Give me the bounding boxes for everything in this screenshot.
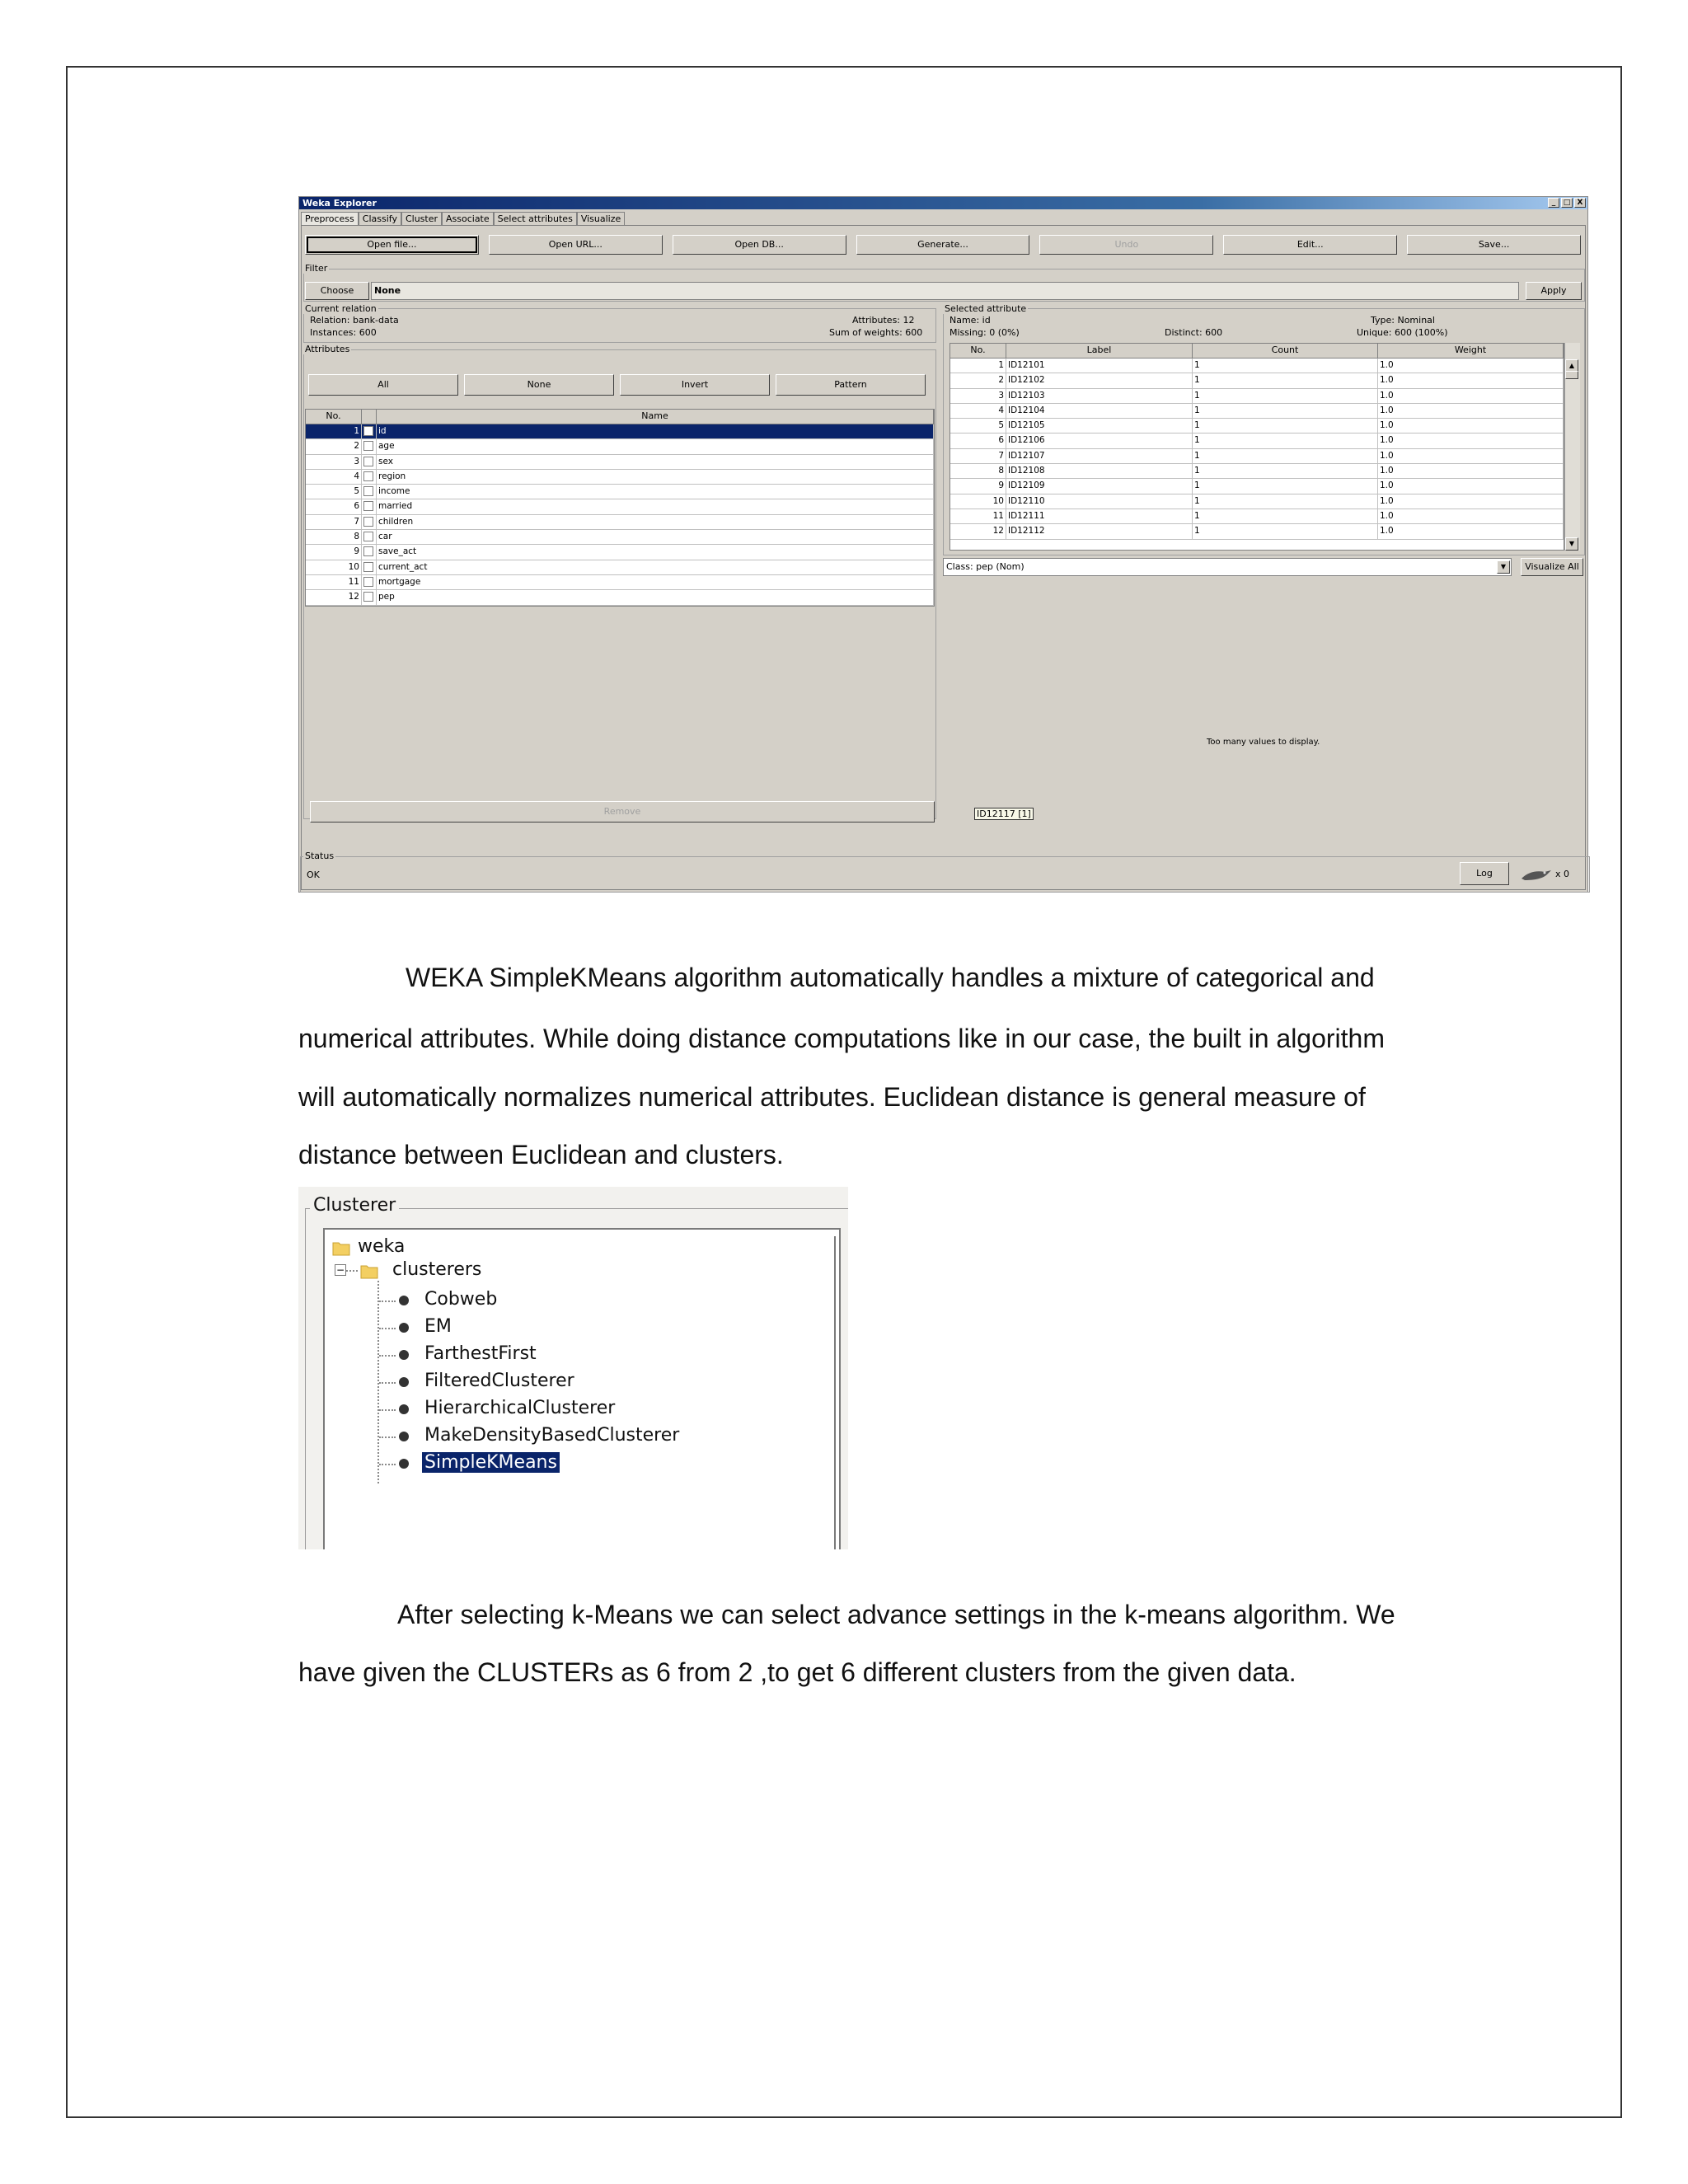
value-label: ID12104 <box>1006 404 1193 418</box>
value-weight: 1.0 <box>1378 479 1564 493</box>
tree-node-em[interactable]: EM <box>424 1316 452 1337</box>
tree-connector <box>379 1382 396 1384</box>
value-no: 1 <box>950 359 1006 373</box>
value-count: 1 <box>1193 449 1378 463</box>
attribute-checkbox-cell[interactable] <box>362 424 377 438</box>
attribute-checkbox-cell[interactable] <box>362 515 377 529</box>
attribute-no: 12 <box>306 590 362 604</box>
tab-bar <box>301 212 625 225</box>
paragraph2-line2: have given the CLUSTERs as 6 from 2 ,to get 6 different clusters from the given data. <box>298 1657 1296 1687</box>
scroll-thumb[interactable] <box>1565 371 1578 379</box>
paragraph1-line2: numerical attributes. While doing distance computations like in our case, the built in algorithm <box>298 1024 1385 1053</box>
value-count: 1 <box>1193 373 1378 387</box>
value-row[interactable] <box>950 404 1564 419</box>
attribute-checkbox-cell[interactable] <box>362 485 377 499</box>
value-count: 1 <box>1193 479 1378 493</box>
value-count: 1 <box>1193 464 1378 478</box>
attr-unique-text: Unique: 600 (100%) <box>1357 327 1448 338</box>
log-button[interactable]: Log <box>1460 862 1509 885</box>
value-no: 7 <box>950 449 1006 463</box>
tree-connector <box>379 1436 396 1438</box>
values-scrollbar[interactable] <box>1564 343 1580 551</box>
tab-classify[interactable]: Classify <box>359 212 401 225</box>
attribute-name: married <box>377 499 934 513</box>
tree-connector <box>379 1328 396 1329</box>
value-row[interactable] <box>950 509 1564 524</box>
save-button[interactable]: Save... <box>1407 235 1581 255</box>
task-count-text: x 0 <box>1555 869 1570 879</box>
collapse-icon[interactable]: − <box>335 1264 345 1276</box>
attribute-no: 2 <box>306 439 362 453</box>
value-row[interactable] <box>950 494 1564 509</box>
leaf-bullet-icon <box>399 1459 409 1469</box>
attribute-checkbox[interactable] <box>363 426 373 436</box>
attr-name-text: Name: id <box>950 315 991 326</box>
col-no[interactable]: No. <box>306 410 362 424</box>
col-check[interactable] <box>362 410 377 424</box>
attributes-label: Attributes <box>305 344 350 354</box>
remove-button[interactable]: Remove <box>310 801 935 823</box>
open-url-button[interactable]: Open URL... <box>489 235 663 255</box>
attributes-table-header <box>306 410 934 424</box>
leaf-bullet-icon <box>399 1296 409 1305</box>
too-many-values-text: Too many values to display. <box>1207 738 1320 747</box>
all-button[interactable]: All <box>308 374 458 396</box>
value-weight: 1.0 <box>1378 494 1564 509</box>
value-no: 3 <box>950 389 1006 403</box>
tree-connector <box>379 1355 396 1357</box>
attribute-name: current_act <box>377 560 934 574</box>
attribute-no: 6 <box>306 499 362 513</box>
attribute-checkbox[interactable] <box>363 546 373 556</box>
value-row[interactable] <box>950 464 1564 479</box>
tree-node-clusterers[interactable]: clusterers <box>392 1259 482 1280</box>
value-weight: 1.0 <box>1378 434 1564 448</box>
tree-node-cobweb[interactable]: Cobweb <box>424 1289 498 1310</box>
value-no: 2 <box>950 373 1006 387</box>
open-file-button[interactable]: Open file... <box>305 235 479 255</box>
attribute-checkbox-cell[interactable] <box>362 575 377 589</box>
maximize-button[interactable]: □ <box>1561 198 1573 208</box>
attribute-checkbox-cell[interactable] <box>362 590 377 604</box>
attribute-name: mortgage <box>377 575 934 589</box>
tree-node-farthestfirst[interactable]: FarthestFirst <box>424 1343 537 1364</box>
value-row[interactable] <box>950 419 1564 434</box>
value-no: 6 <box>950 434 1006 448</box>
attribute-row[interactable] <box>306 424 934 439</box>
value-label: ID12112 <box>1006 524 1193 538</box>
values-table <box>950 343 1564 551</box>
title-bar <box>299 197 1587 209</box>
tree-node-hierarchicalclusterer[interactable]: HierarchicalClusterer <box>424 1398 616 1418</box>
value-tooltip: ID12117 [1] <box>974 808 1034 820</box>
open-db-button[interactable]: Open DB... <box>673 235 846 255</box>
value-label: ID12101 <box>1006 359 1193 373</box>
value-count: 1 <box>1193 494 1378 509</box>
attribute-row[interactable] <box>306 515 934 530</box>
attribute-checkbox-cell[interactable] <box>362 530 377 544</box>
paragraph2-line1: After selecting k-Means we can select advance settings in the k-means algorithm. We <box>397 1600 1395 1629</box>
attribute-checkbox[interactable] <box>363 441 373 451</box>
attribute-checkbox[interactable] <box>363 501 373 511</box>
value-no: 10 <box>950 494 1006 509</box>
attribute-checkbox[interactable] <box>363 562 373 572</box>
attribute-name: pep <box>377 590 934 604</box>
value-count: 1 <box>1193 389 1378 403</box>
attribute-name: region <box>377 470 934 484</box>
attribute-checkbox-cell[interactable] <box>362 560 377 574</box>
value-count: 1 <box>1193 434 1378 448</box>
attr-type-text: Type: Nominal <box>1371 315 1435 326</box>
clusterer-tree[interactable] <box>323 1228 841 1549</box>
tree-node-filteredclusterer[interactable]: FilteredClusterer <box>424 1371 574 1391</box>
attr-missing-text: Missing: 0 (0%) <box>950 327 1020 338</box>
attribute-name: save_act <box>377 545 934 559</box>
tab-select-attributes[interactable]: Select attributes <box>494 212 577 225</box>
col-name[interactable]: Name <box>377 410 934 424</box>
tab-visualize[interactable]: Visualize <box>577 212 625 225</box>
scroll-up-icon[interactable]: ▲ <box>1565 359 1578 373</box>
value-weight: 1.0 <box>1378 509 1564 523</box>
pattern-button[interactable]: Pattern <box>776 374 926 396</box>
attribute-checkbox[interactable] <box>363 532 373 541</box>
value-no: 8 <box>950 464 1006 478</box>
status-text: OK <box>307 869 320 880</box>
choose-button[interactable]: Choose <box>305 282 369 300</box>
attribute-row[interactable] <box>306 590 934 605</box>
value-label: ID12111 <box>1006 509 1193 523</box>
leaf-bullet-icon <box>399 1377 409 1387</box>
attribute-no: 4 <box>306 470 362 484</box>
tree-node-simplekmeans[interactable]: SimpleKMeans <box>422 1452 560 1473</box>
tree-connector <box>379 1301 396 1302</box>
attribute-no: 8 <box>306 530 362 544</box>
tree-connector <box>379 1409 396 1411</box>
attribute-no: 10 <box>306 560 362 574</box>
value-no: 9 <box>950 479 1006 493</box>
leaf-bullet-icon <box>399 1323 409 1333</box>
preprocess-panel <box>301 225 1586 890</box>
attribute-checkbox-cell[interactable] <box>362 470 377 484</box>
value-row[interactable] <box>950 524 1564 539</box>
minimize-button[interactable]: _ <box>1548 198 1559 208</box>
value-weight: 1.0 <box>1378 404 1564 418</box>
attribute-row[interactable] <box>306 455 934 470</box>
attribute-checkbox-cell[interactable] <box>362 455 377 469</box>
tree-node-makedensitybasedclusterer[interactable]: MakeDensityBasedClusterer <box>424 1425 680 1446</box>
attr-distinct-text: Distinct: 600 <box>1165 327 1223 338</box>
tab-preprocess[interactable]: Preprocess <box>301 212 359 225</box>
attribute-checkbox[interactable] <box>363 471 373 481</box>
value-label: ID12109 <box>1006 479 1193 493</box>
value-count: 1 <box>1193 419 1378 433</box>
attribute-checkbox[interactable] <box>363 486 373 496</box>
attribute-name: age <box>377 439 934 453</box>
col-value-no[interactable]: No. <box>950 344 1006 358</box>
value-weight: 1.0 <box>1378 359 1564 373</box>
attribute-row[interactable] <box>306 575 934 590</box>
attribute-name: income <box>377 485 934 499</box>
attribute-name: id <box>377 424 934 438</box>
attribute-no: 3 <box>306 455 362 469</box>
instances-text: Instances: 600 <box>310 327 377 338</box>
attribute-no: 11 <box>306 575 362 589</box>
attribute-name: car <box>377 530 934 544</box>
none-button[interactable]: None <box>464 374 614 396</box>
attribute-row[interactable] <box>306 470 934 485</box>
value-count: 1 <box>1193 359 1378 373</box>
value-label: ID12107 <box>1006 449 1193 463</box>
col-label[interactable]: Label <box>1006 344 1193 358</box>
clusterer-screenshot <box>298 1187 848 1549</box>
weka-explorer-window <box>298 196 1588 893</box>
value-row[interactable] <box>950 359 1564 373</box>
tab-associate[interactable]: Associate <box>442 212 494 225</box>
attribute-row[interactable] <box>306 499 934 514</box>
attribute-row[interactable] <box>306 545 934 560</box>
filter-label: Filter <box>305 263 328 274</box>
tree-node-weka[interactable]: weka <box>358 1236 406 1257</box>
attribute-checkbox-cell[interactable] <box>362 545 377 559</box>
value-label: ID12105 <box>1006 419 1193 433</box>
leaf-bullet-icon <box>399 1432 409 1441</box>
value-row[interactable] <box>950 479 1564 494</box>
value-weight: 1.0 <box>1378 373 1564 387</box>
value-weight: 1.0 <box>1378 464 1564 478</box>
col-count[interactable]: Count <box>1193 344 1378 358</box>
folder-icon <box>331 1238 351 1261</box>
tree-scrollbar[interactable] <box>834 1236 844 1549</box>
attributes-count-text: Attributes: 12 <box>852 315 915 326</box>
visualize-all-button[interactable]: Visualize All <box>1521 558 1583 576</box>
attribute-checkbox[interactable] <box>363 577 373 587</box>
scroll-down-icon[interactable]: ▼ <box>1565 537 1578 551</box>
tree-connector <box>379 1464 396 1465</box>
leaf-bullet-icon <box>399 1350 409 1360</box>
attribute-no: 1 <box>306 424 362 438</box>
relation-text: Relation: bank-data <box>310 315 399 326</box>
invert-button[interactable]: Invert <box>620 374 770 396</box>
value-label: ID12110 <box>1006 494 1193 509</box>
folder-icon <box>359 1261 379 1284</box>
value-label: ID12102 <box>1006 373 1193 387</box>
tab-cluster[interactable]: Cluster <box>401 212 442 225</box>
status-label: Status <box>305 851 335 861</box>
value-weight: 1.0 <box>1378 389 1564 403</box>
sum-weights-text: Sum of weights: 600 <box>829 327 923 338</box>
class-select[interactable]: Class: pep (Nom) <box>943 558 1512 576</box>
value-row[interactable] <box>950 449 1564 464</box>
attribute-name: sex <box>377 455 934 469</box>
window-title: Weka Explorer <box>302 198 377 209</box>
values-table-header <box>950 344 1564 359</box>
clusterer-legend: Clusterer <box>310 1195 399 1216</box>
value-weight: 1.0 <box>1378 419 1564 433</box>
toolbar <box>305 235 1581 255</box>
edit-button[interactable]: Edit... <box>1223 235 1397 255</box>
value-row[interactable] <box>950 389 1564 404</box>
status-group <box>300 856 1590 893</box>
apply-button[interactable]: Apply <box>1526 282 1582 300</box>
value-no: 4 <box>950 404 1006 418</box>
close-button[interactable]: X <box>1574 198 1586 208</box>
attribute-checkbox-cell[interactable] <box>362 439 377 453</box>
value-row[interactable] <box>950 373 1564 388</box>
attribute-name: children <box>377 515 934 529</box>
current-relation-label: Current relation <box>305 303 377 314</box>
filter-field[interactable]: None <box>371 282 1519 300</box>
value-no: 5 <box>950 419 1006 433</box>
value-label: ID12108 <box>1006 464 1193 478</box>
class-dropdown-icon[interactable]: ▼ <box>1497 560 1510 574</box>
value-count: 1 <box>1193 404 1378 418</box>
attribute-row[interactable] <box>306 560 934 575</box>
selected-attribute-label: Selected attribute <box>945 303 1027 314</box>
generate-button[interactable]: Generate... <box>856 235 1030 255</box>
value-no: 11 <box>950 509 1006 523</box>
value-count: 1 <box>1193 509 1378 523</box>
attribute-no: 9 <box>306 545 362 559</box>
weka-bird-icon <box>1520 864 1553 883</box>
attribute-checkbox[interactable] <box>363 592 373 602</box>
attributes-table <box>305 409 935 607</box>
undo-button[interactable]: Undo <box>1039 235 1213 255</box>
attribute-row[interactable] <box>306 439 934 454</box>
leaf-bullet-icon <box>399 1404 409 1414</box>
col-weight[interactable]: Weight <box>1378 344 1564 358</box>
attribute-checkbox[interactable] <box>363 457 373 466</box>
attribute-no: 7 <box>306 515 362 529</box>
attribute-row[interactable] <box>306 530 934 545</box>
value-no: 12 <box>950 524 1006 538</box>
paragraph1-line1: WEKA SimpleKMeans algorithm automatically handles a mixture of categorical and <box>406 963 1375 992</box>
paragraph1-line4: distance between Euclidean and clusters. <box>298 1140 784 1169</box>
value-weight: 1.0 <box>1378 449 1564 463</box>
value-label: ID12106 <box>1006 434 1193 448</box>
attribute-row[interactable] <box>306 485 934 499</box>
value-label: ID12103 <box>1006 389 1193 403</box>
value-count: 1 <box>1193 524 1378 538</box>
attribute-checkbox[interactable] <box>363 517 373 527</box>
attribute-checkbox-cell[interactable] <box>362 499 377 513</box>
value-weight: 1.0 <box>1378 524 1564 538</box>
attribute-no: 5 <box>306 485 362 499</box>
value-row[interactable] <box>950 434 1564 448</box>
paragraph1-line3: will automatically normalizes numerical attributes. Euclidean distance is general measure of <box>298 1082 1366 1112</box>
